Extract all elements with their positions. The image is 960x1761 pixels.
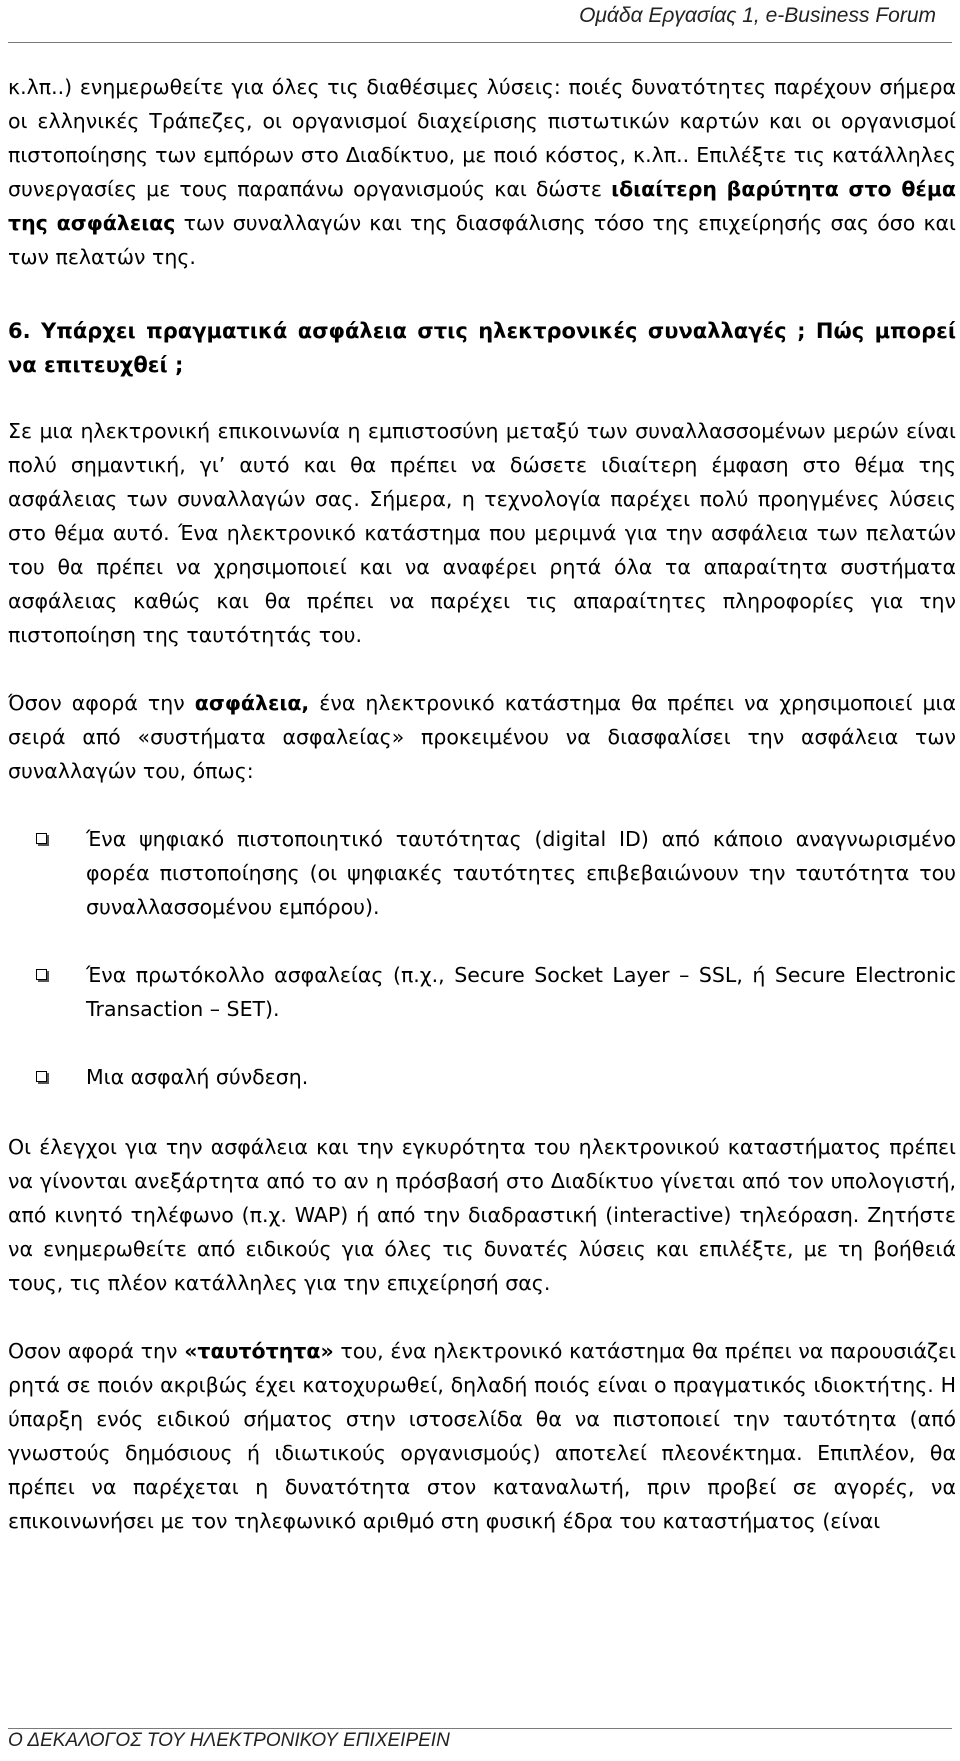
- footer-rule: [8, 1728, 952, 1729]
- list-item-text: Ένα πρωτόκολλο ασφαλείας (π.χ., Secure Socket Layer – SSL, ή Secure Electronic Transaction – SET).: [86, 963, 956, 1021]
- checkbox-bullet-icon: [36, 1071, 47, 1082]
- paragraph-security: [8, 686, 956, 788]
- checkbox-bullet-icon: [36, 833, 47, 844]
- header-rule: [8, 42, 952, 43]
- document-body: [8, 70, 956, 1572]
- security-systems-list: [8, 822, 956, 1094]
- security-emphasis: ασφάλεια,: [194, 691, 310, 715]
- list-item-text: Ένα ψηφιακό πιστοποιητικό ταυτότητας (digital ID) από κάποιο αναγνωρισμένο φορέα πιστοποίησης (οι ψηφιακές ταυτότητες επιβεβαιώνουν την ταυτότητα του συναλλασσομένου εμπόρου).: [86, 827, 956, 919]
- intro-text-1: κ.λπ..) ενημερωθείτε για όλες τις διαθέσιμες λύσεις: ποιές δυνατότητες παρέχουν σήμερα οι ελληνικές Τράπεζες, οι οργανισμοί διαχείρισης πιστωτικών καρτών και οι οργανισμοί πιστοποίησης των εμπόρων στο Διαδίκτυο, με ποιό κόστος, κ.λπ.. Επιλέξτε τις κατάλληλες συνεργασίες με τους παραπάνω οργανισμούς και δώστε: [8, 75, 956, 201]
- identity-text-2: του, ένα ηλεκτρονικό κατάστημα θα πρέπει να παρουσιάζει ρητά σε ποιόν ακριβώς έχει κατοχυρωθεί, δηλαδή ποιός είναι ο πραγματικός ιδιοκτήτης. Η ύπαρξη ενός ειδικού σήματος στην ιστοσελίδα θα να πιστοποιεί την ταυτότητα (από γνωστούς δημόσιους ή ιδιωτικούς οργανισμούς) αποτελεί πλεονέκτημα. Επιπλέον, θα πρέπει να παρέχεται η δυνατότητα στον καταναλωτή, πριν προβεί σε αγορές, να επικοινωνήσει με τον τηλεφωνικό αριθμό στη φυσική έδρα του καταστήματος (είναι: [8, 1339, 957, 1533]
- intro-text-2: των συναλλαγών και της διασφάλισης τόσο της επιχείρησής σας όσο και των πελατών της.: [8, 211, 956, 269]
- identity-text-1: Οσον αφορά την: [8, 1339, 185, 1363]
- checkbox-bullet-icon: [36, 969, 47, 980]
- running-footer: Ο ΔΕΚΑΛΟΓΟΣ ΤΟΥ ΗΛΕΚΤΡΟΝΙΚΟΥ ΕΠΙΧΕΙΡΕΙΝ: [8, 1730, 450, 1751]
- paragraph-trust: Σε μια ηλεκτρονική επικοινωνία η εμπιστοσύνη μεταξύ των συναλλασσομένων μερών είναι πολύ σημαντική, γι’ αυτό και θα πρέπει να δώσετε ιδιαίτερη έμφαση στο θέμα της ασφάλειας των συναλλαγών σας. Σήμερα, η τεχνολογία παρέχει πολύ προηγμένες λύσεις στο θέμα αυτό. Ένα ηλεκτρονικό κατάστημα που μεριμνά για την ασφάλεια των πελατών του θα πρέπει να χρησιμοποιεί και να αναφέρει ρητά όλα τα απαραίτητα συστήματα ασφάλειας καθώς και θα πρέπει να παρέχει τις απαραίτητες πληροφορίες για την πιστοποίηση της ταυτότητάς του.: [8, 419, 956, 647]
- list-item: [8, 822, 956, 924]
- list-item-text: Μια ασφαλή σύνδεση.: [86, 1065, 309, 1089]
- intro-paragraph: [8, 70, 956, 274]
- running-header: Ομάδα Εργασίας 1, e-Business Forum: [579, 4, 936, 27]
- section-heading: 6. Υπάρχει πραγματικά ασφάλεια στις ηλεκτρονικές συναλλαγές ; Πώς μπορεί να επιτευχθεί ;: [8, 319, 956, 377]
- intro-emphasis: ιδιαίτερη βαρύτητα στο θέμα της ασφάλειας: [8, 177, 956, 235]
- paragraph-checks: Οι έλεγχοι για την ασφάλεια και την εγκυρότητα του ηλεκτρονικού καταστήματος πρέπει να γίνονται ανεξάρτητα από το αν η πρόσβασή στο Διαδίκτυο γίνεται από τον υπολογιστή, από κινητό τηλέφωνο (π.χ. WAP) ή από την διαδραστική (interactive) τηλεόραση. Ζητήστε να ενημερωθείτε από ειδικούς για όλες τις δυνατές λύσεις και επιλέξτε, με τη βοήθειά τους, τις πλέον κατάλληλες για την επιχείρησή σας.: [8, 1135, 956, 1295]
- security-text-2: ένα ηλεκτρονικό κατάστημα θα πρέπει να χρησιμοποιεί μια σειρά από «συστήματα ασφαλείας» προκειμένου να διασφαλίσει την ασφάλεια των συναλλαγών του, όπως:: [8, 691, 956, 783]
- security-text-1: Όσον αφορά την: [8, 691, 195, 715]
- list-item: [8, 1060, 956, 1094]
- paragraph-identity: [8, 1334, 956, 1538]
- identity-emphasis: «ταυτότητα»: [184, 1339, 334, 1363]
- list-item: [8, 958, 956, 1026]
